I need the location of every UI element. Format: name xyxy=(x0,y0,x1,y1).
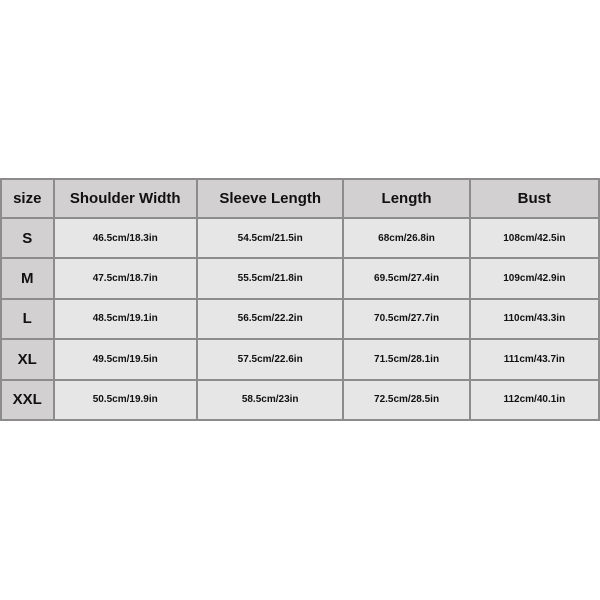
header-size: size xyxy=(2,180,53,217)
header-sleeve-length: Sleeve Length xyxy=(198,180,342,217)
sleeve-length-cell: 57.5cm/22.6in xyxy=(198,340,342,378)
length-cell: 71.5cm/28.1in xyxy=(344,340,468,378)
sleeve-length-cell: 54.5cm/21.5in xyxy=(198,219,342,257)
size-label: XXL xyxy=(2,381,53,419)
length-cell: 69.5cm/27.4in xyxy=(344,259,468,297)
sleeve-length-cell: 58.5cm/23in xyxy=(198,381,342,419)
table-row xyxy=(2,219,598,257)
size-label: XL xyxy=(2,340,53,378)
shoulder-width-cell: 49.5cm/19.5in xyxy=(55,340,196,378)
size-label: M xyxy=(2,259,53,297)
sleeve-length-cell: 55.5cm/21.8in xyxy=(198,259,342,297)
length-cell: 70.5cm/27.7in xyxy=(344,300,468,338)
length-cell: 68cm/26.8in xyxy=(344,219,468,257)
header-length: Length xyxy=(344,180,468,217)
header-row xyxy=(2,180,598,217)
header-bust: Bust xyxy=(471,180,598,217)
length-cell: 72.5cm/28.5in xyxy=(344,381,468,419)
table-header xyxy=(2,180,598,217)
bust-cell: 110cm/43.3in xyxy=(471,300,598,338)
header-shoulder-width: Shoulder Width xyxy=(55,180,196,217)
table-row xyxy=(2,259,598,297)
shoulder-width-cell: 50.5cm/19.9in xyxy=(55,381,196,419)
table-row xyxy=(2,340,598,378)
bust-cell: 111cm/43.7in xyxy=(471,340,598,378)
table-row xyxy=(2,381,598,419)
shoulder-width-cell: 48.5cm/19.1in xyxy=(55,300,196,338)
table-row xyxy=(2,300,598,338)
shoulder-width-cell: 47.5cm/18.7in xyxy=(55,259,196,297)
table-body xyxy=(2,219,598,419)
size-label: S xyxy=(2,219,53,257)
size-chart-table xyxy=(0,178,600,421)
bust-cell: 112cm/40.1in xyxy=(471,381,598,419)
bust-cell: 109cm/42.9in xyxy=(471,259,598,297)
bust-cell: 108cm/42.5in xyxy=(471,219,598,257)
size-label: L xyxy=(2,300,53,338)
sleeve-length-cell: 56.5cm/22.2in xyxy=(198,300,342,338)
shoulder-width-cell: 46.5cm/18.3in xyxy=(55,219,196,257)
